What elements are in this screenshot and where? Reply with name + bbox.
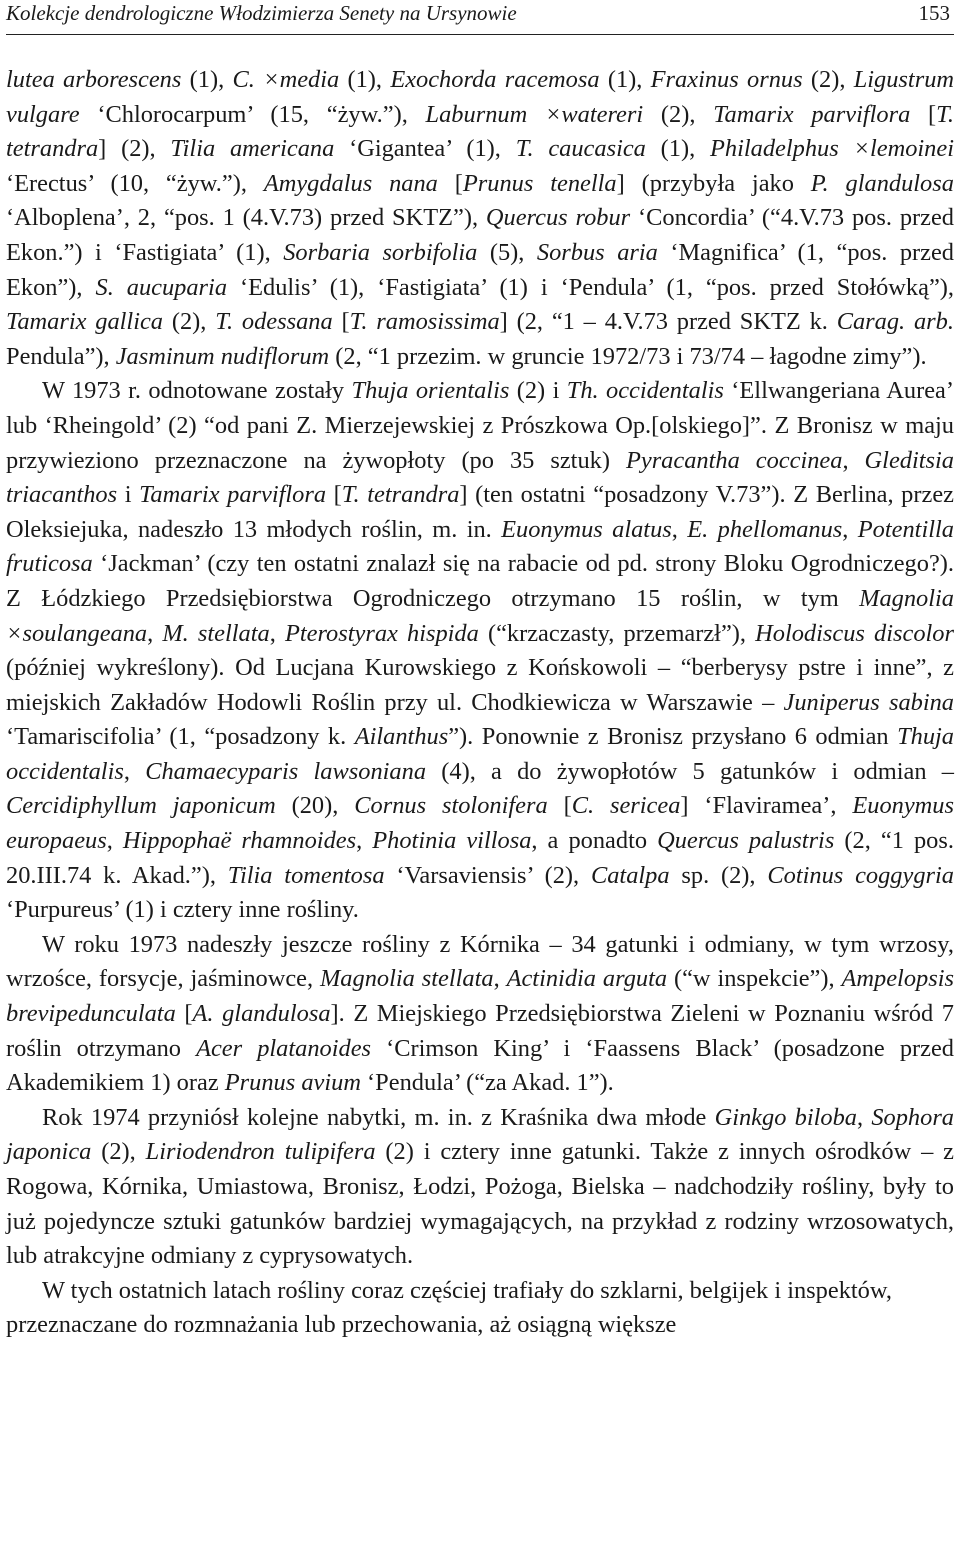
text-run: ‘Alboplena’, 2, “pos. 1 (4.V.73) przed SKTZ”),	[6, 204, 486, 232]
italic-run: T. tetrandra	[341, 481, 460, 509]
text-run: ‘Ellwangeriana Aurea’ lub ‘Rheingold’ (2) “od pani Z. Mierzejewskiej z Prószkowa Op.[olskiego]”. Z Bronisz w maju przywieziono przeznaczone na żywopłoty (po 35 sztuk)	[6, 377, 955, 474]
text-run: ]. Z Miejskiego Przedsiębiorstwa Zieleni w Poznaniu wśród 7 roślin otrzymano	[6, 1000, 954, 1062]
text-run: [	[175, 1000, 193, 1028]
italic-run: Actinidia arguta	[506, 965, 668, 993]
italic-run: Quercus robur	[485, 204, 631, 232]
italic-run: Ailanthus	[354, 723, 449, 751]
text-run: ‘Pendula’ (“za Akad. 1”).	[360, 1069, 614, 1097]
text-run: ‘Gigantea’ (1),	[334, 135, 516, 163]
italic-run: Amygdalus nana	[263, 169, 438, 197]
italic-run: Ampelopsis brevipedunculata	[6, 965, 954, 1028]
italic-run: Sorbaria sorbifolia	[283, 238, 478, 266]
italic-run: Philadelphus ×lemoinei	[710, 135, 954, 163]
text-run: (1),	[645, 135, 711, 163]
text-run: (2) i cztery inne gatunki. Także z innych ośrodków – z Rogowa, Kórnika, Umiastowa, Bronisz, Łodzi, Pożoga, Bielska – nadchodziły rośliny, były to już pojedyncze sztuki gatunków bardziej wymagających, na przykład z rodziny wrzosowatych, lub atrakcyjne odmiany z cyprysowatych.	[6, 1138, 955, 1270]
text-run: W tych ostatnich latach rośliny coraz częściej trafiały do szklarni, belgijek i inspektów, przeznaczane do rozmnażania lub przechowania, aż osiągną większe	[6, 1276, 892, 1339]
italic-run: Magnolia ×soulangeana	[6, 584, 954, 647]
text-run: W roku 1973 nadeszły jeszcze rośliny z Kórnika – 34 gatunki i odmiany, w tym wrzosy, wrzośce, forsycje, jaśminowce,	[6, 930, 954, 993]
italic-run: Acer platanoides	[196, 1034, 372, 1062]
italic-run: Pyracantha coccinea	[625, 446, 843, 474]
text-run: ,	[123, 757, 146, 785]
paragraph-3	[6, 928, 954, 1101]
text-run: ,	[671, 515, 688, 543]
text-run: ,	[842, 446, 865, 474]
text-run: Pendula”),	[6, 342, 116, 370]
text-run: ,	[269, 619, 285, 647]
text-run: ] (przybyła jako	[616, 169, 811, 197]
text-run: ] ‘Flaviramea’,	[680, 792, 853, 820]
italic-run: Exochorda racemosa	[390, 66, 600, 93]
text-run: ] (2, “1 – 4.V.73 przed SKTZ k.	[499, 308, 837, 336]
paragraph-5	[6, 1274, 954, 1343]
text-run: [	[547, 792, 572, 820]
text-run: ] (2),	[98, 135, 171, 163]
text-run: ‘Edulis’ (1), ‘Fastigiata’ (1) i ‘Pendula’ (1, “pos. przed Stołówką”),	[227, 273, 954, 301]
text-run: ‘Varsaviensis’ (2),	[384, 861, 591, 889]
italic-run: Fraxinus ornus	[650, 66, 803, 93]
italic-run: C. ×media	[232, 66, 340, 93]
italic-run: Magnolia stellata	[319, 965, 494, 993]
text-run: ,	[356, 827, 373, 855]
italic-run: A. glandulosa	[192, 1000, 331, 1028]
italic-run: P. glandulosa	[810, 169, 954, 197]
italic-run: Sophora japonica	[6, 1103, 955, 1166]
italic-run: Tilia tomentosa	[227, 861, 385, 889]
italic-run: Laburnum ×watereri	[425, 100, 644, 128]
text-run: (20),	[275, 792, 355, 820]
italic-run: Ligustrum vulgare	[6, 66, 955, 128]
text-run: [	[326, 481, 342, 509]
paragraph-2	[6, 374, 954, 928]
italic-run: Hippophaë rhamnoides	[122, 827, 357, 855]
text-run: (1),	[181, 66, 233, 93]
italic-run: Thuja orientalis	[351, 377, 510, 405]
text-run: (4), a do żywopłotów 5 gatunków i odmian –	[426, 757, 954, 785]
italic-run: Tamarix gallica	[6, 308, 163, 336]
running-title: Kolekcje dendrologiczne Włodzimierza Senety na Ursynowie	[6, 1, 517, 25]
text-run: ] (ten ostatni “posadzony V.73”). Z Berlina, przez Oleksiejuka, nadeszło 13 młodych roślin, m. in.	[6, 481, 954, 543]
text-run: ‘Crimson King’ i ‘Faassens Black’ (posadzone przed Akademikiem 1) oraz	[6, 1034, 954, 1097]
body-text	[6, 63, 954, 1343]
italic-run: C. sericea	[571, 792, 681, 820]
italic-run: Jasminum nudiflorum	[115, 342, 330, 370]
text-run: ,	[493, 965, 507, 993]
running-header	[6, 0, 954, 35]
italic-run: E. phellomanus	[687, 515, 843, 543]
italic-run: T. caucasica	[515, 135, 646, 163]
text-run: ‘Erectus’ (10, “żyw.”),	[6, 169, 264, 197]
italic-run: Euonymus alatus	[501, 515, 672, 543]
italic-run: Prunus tenella	[462, 169, 617, 197]
text-run: (2),	[163, 308, 216, 336]
italic-run: Cercidiphyllum japonicum	[6, 792, 276, 820]
italic-run: Tamarix parviflora	[139, 481, 327, 509]
italic-run: Thuja occidentalis	[6, 723, 955, 785]
text-run: (2),	[802, 66, 854, 93]
italic-run: Juniperus sabina	[783, 688, 954, 716]
page-number: 153	[918, 1, 950, 25]
text-run: (2),	[643, 100, 714, 128]
text-run: ‘Magnifica’ (1, “pos. przed Ekon”),	[6, 238, 954, 301]
paragraph-4	[6, 1101, 954, 1274]
text-run: [	[437, 169, 463, 197]
italic-run: Holodiscus discolor	[755, 619, 954, 647]
text-run: (1),	[339, 66, 391, 93]
text-run: ,	[147, 619, 163, 647]
italic-run: Gleditsia triacanthos	[6, 446, 954, 509]
italic-run: T. ramosissima	[349, 308, 500, 336]
italic-run: Photinia villosa	[372, 827, 532, 855]
italic-run: Cotinus coggygria	[767, 861, 954, 889]
text-run: sp. (2),	[669, 861, 768, 889]
text-run: , a ponadto	[531, 827, 658, 855]
italic-run: Chamaecyparis lawsoniana	[145, 757, 427, 785]
italic-run: lutea arborescens	[6, 66, 182, 93]
text-run: (“w inspekcie”),	[667, 965, 842, 993]
paragraph-1	[6, 63, 954, 374]
italic-run: Pterostyrax hispida	[284, 619, 479, 647]
italic-run: Quercus palustris	[657, 827, 835, 855]
italic-run: Tamarix parviflora	[713, 100, 911, 128]
text-run: ‘Jackman’ (czy ten ostatni znalazł się na rabacie od pd. strony Bloku Ogrodniczego?). Z Łódzkiego Przedsiębiorstwa Ogrodniczego otrzymano 15 roślin, w tym	[6, 550, 954, 612]
text-run: [	[910, 100, 937, 128]
italic-run: Carag. arb.	[836, 308, 954, 336]
italic-run: Sorbus aria	[536, 238, 658, 266]
text-run: ‘Concordia’ (“4.V.73 pos. przed Ekon.”) i ‘Fastigiata’ (1),	[6, 204, 954, 266]
italic-run: Euonymus europaeus	[6, 792, 954, 855]
text-run: (2, “1 przezim. w gruncie 1972/73 i 73/74 – łagodne zimy”).	[329, 342, 927, 370]
italic-run: T. tetrandra	[6, 100, 955, 163]
italic-run: Liriodendron tulipifera	[145, 1138, 376, 1166]
text-run: (2) i	[509, 377, 567, 405]
text-run: [	[332, 308, 350, 336]
italic-run: M. stellata	[162, 619, 270, 647]
italic-run: Catalpa	[590, 861, 670, 889]
text-run: Rok 1974 przyniósł kolejne nabytki, m. in. z Kraśnika dwa młode	[42, 1103, 715, 1131]
italic-run: Ginkgo biloba	[714, 1103, 857, 1131]
text-run: ”). Ponownie z Bronisz przysłano 6 odmian	[448, 723, 898, 751]
italic-run: Th. occidentalis	[566, 377, 724, 405]
text-run: (2),	[91, 1138, 146, 1166]
text-run: (później wykreślony). Od Lucjana Kurowskiego z Końskowoli – “berberysy pstre i inne”, z miejskich Zakładów Hodowli Roślin przy ul. Chodkiewicza w Warszawie –	[6, 654, 954, 716]
text-run: (2, “1 pos. 20.III.74 k. Akad.”),	[6, 827, 954, 889]
text-run: (“krzaczasty, przemarzł”),	[478, 619, 756, 647]
text-run: ,	[106, 827, 123, 855]
italic-run: T. odessana	[215, 308, 333, 336]
italic-run: Cornus stolonifera	[354, 792, 548, 820]
text-run: ‘Tamariscifolia’ (1, “posadzony k.	[6, 723, 355, 751]
text-run: ,	[842, 515, 858, 543]
text-run: ,	[856, 1103, 872, 1131]
text-run: (1),	[599, 66, 651, 93]
text-run: ‘Purpureus’ (1) i cztery inne rośliny.	[6, 896, 359, 924]
text-run: ‘Chlorocarpum’ (15, “żyw.”),	[79, 100, 426, 128]
italic-run: Prunus avium	[224, 1069, 361, 1097]
text-run: i	[117, 481, 140, 509]
italic-run: Tilia americana	[170, 135, 335, 163]
text-run: (5),	[477, 238, 537, 266]
italic-run: Potentilla fruticosa	[6, 515, 954, 578]
italic-run: S. aucuparia	[95, 273, 228, 301]
text-run: W 1973 r. odnotowane zostały	[42, 377, 352, 405]
